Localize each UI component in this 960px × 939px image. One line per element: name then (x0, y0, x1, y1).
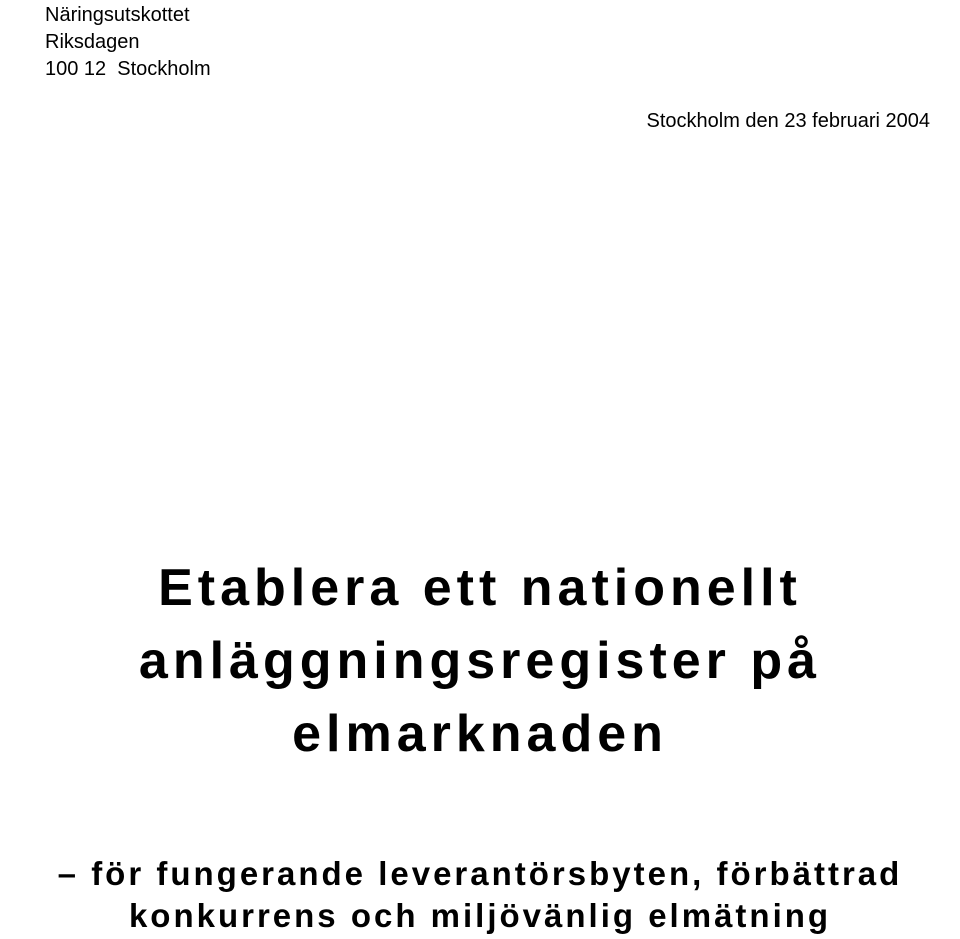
recipient-address (45, 2, 211, 83)
recipient-name: Näringsutskottet (45, 4, 190, 26)
subtitle-line-1: – för fungerande leverantörsbyten, förbättrad (57, 855, 903, 892)
recipient-postal-address: 100 12 Stockholm (45, 58, 211, 80)
document-subtitle (0, 853, 960, 937)
date-line: Stockholm den 23 februari 2004 (646, 110, 930, 132)
document-title (0, 552, 960, 771)
title-line-2: anläggningsregister på (138, 632, 822, 690)
title-line-1: Etablera ett nationellt (158, 559, 802, 617)
subtitle-line-2: konkurrens och miljövänlig elmätning (128, 897, 832, 934)
title-line-3: elmarknaden (292, 705, 668, 763)
recipient-organization: Riksdagen (45, 31, 140, 53)
